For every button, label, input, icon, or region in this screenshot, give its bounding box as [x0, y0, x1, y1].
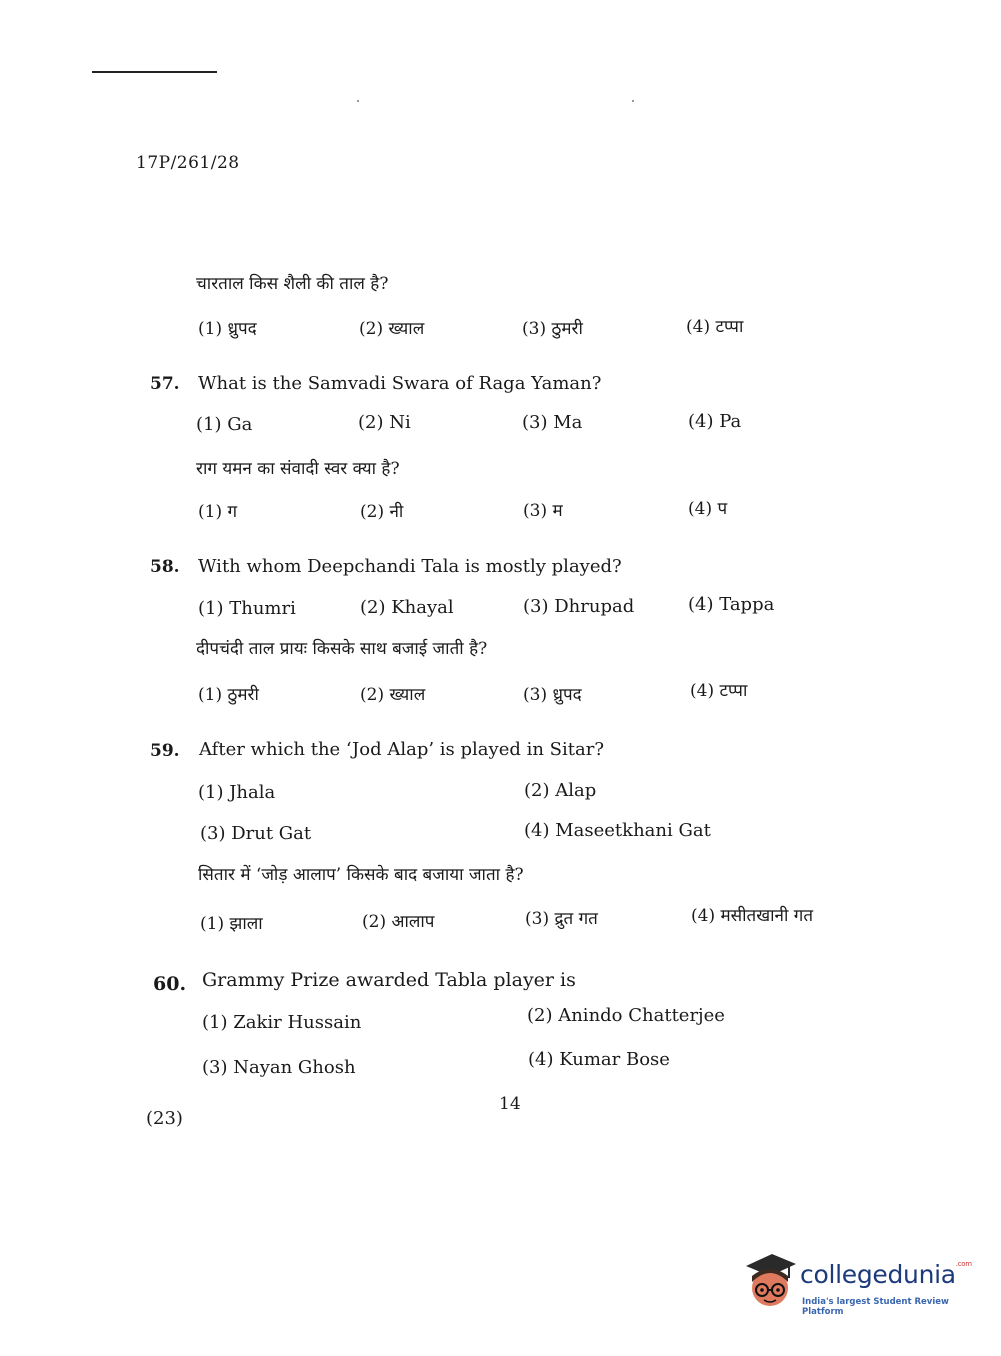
- logo-tagline: India's largest Student Review Platform: [802, 1297, 949, 1317]
- option: (4) प: [688, 499, 728, 519]
- option: (3) Drut Gat: [200, 823, 312, 844]
- option: (1) Jhala: [198, 782, 276, 803]
- option: (3) म: [523, 501, 563, 521]
- question-text-en: With whom Deepchandi Tala is mostly played?: [198, 556, 622, 577]
- question-text-hi: दीपचंदी ताल प्रायः किसके साथ बजाई जाती है?: [196, 639, 488, 659]
- page-number: 14: [499, 1094, 521, 1114]
- question-text-en: Grammy Prize awarded Tabla player is: [202, 969, 576, 991]
- continuation-question-hi: चारताल किस शैली की ताल है?: [196, 274, 389, 294]
- collegedunia-watermark: [742, 1252, 972, 1322]
- paper-code: 17P/261/28: [136, 153, 240, 173]
- option: (4) Pa: [688, 411, 742, 432]
- question-text-en: After which the ‘Jod Alap’ is played in Sitar?: [199, 739, 604, 760]
- option: (3) द्रुत गत: [525, 909, 598, 929]
- question-number: 58.: [150, 557, 180, 577]
- option: (2) Alap: [524, 780, 597, 801]
- footer-code: (23): [146, 1108, 183, 1129]
- option: (1) झाला: [200, 914, 263, 934]
- option: (4) Maseetkhani Gat: [524, 820, 711, 841]
- option: (2) Anindo Chatterjee: [527, 1005, 725, 1026]
- option: (2) Khayal: [360, 597, 454, 618]
- option: (4) Kumar Bose: [528, 1049, 670, 1070]
- mascot-icon: [742, 1252, 798, 1312]
- option: (4) टप्पा: [690, 681, 748, 701]
- option: (2) ख्याल: [360, 685, 426, 705]
- option: (1) ग: [198, 502, 238, 522]
- option: (2) आलाप: [362, 912, 435, 932]
- option: (1) Ga: [196, 414, 253, 435]
- scan-speck: [632, 100, 634, 102]
- option: (3) Ma: [522, 412, 583, 433]
- question-text-hi: सितार में ‘जोड़ आलाप’ किसके बाद बजाया जाता है?: [198, 865, 524, 885]
- option: (1) ठुमरी: [198, 685, 259, 705]
- question-text-en: What is the Samvadi Swara of Raga Yaman?: [198, 373, 602, 394]
- header-rule: [92, 71, 217, 73]
- option: (4) टप्पा: [686, 317, 744, 337]
- option: (2) Ni: [358, 412, 411, 433]
- question-text-hi: राग यमन का संवादी स्वर क्या है?: [196, 459, 400, 479]
- option: (2) नी: [360, 502, 404, 522]
- option: (4) मसीतखानी गत: [691, 906, 814, 926]
- scan-speck: [357, 100, 359, 102]
- question-number: 60.: [153, 973, 187, 995]
- option: (3) Dhrupad: [523, 596, 635, 617]
- option: (1) ध्रुपद: [198, 319, 257, 339]
- option: (3) ठुमरी: [522, 319, 583, 339]
- question-number: 59.: [150, 741, 180, 761]
- logo-wordmark: collegedunia$^{.com}$: [800, 1260, 972, 1289]
- option: (2) ख्याल: [359, 319, 425, 339]
- question-number: 57.: [150, 374, 180, 394]
- option: (3) ध्रुपद: [523, 685, 582, 705]
- option: (1) Thumri: [198, 598, 296, 619]
- option: (4) Tappa: [688, 594, 775, 615]
- option: (3) Nayan Ghosh: [202, 1057, 356, 1078]
- option: (1) Zakir Hussain: [202, 1012, 362, 1033]
